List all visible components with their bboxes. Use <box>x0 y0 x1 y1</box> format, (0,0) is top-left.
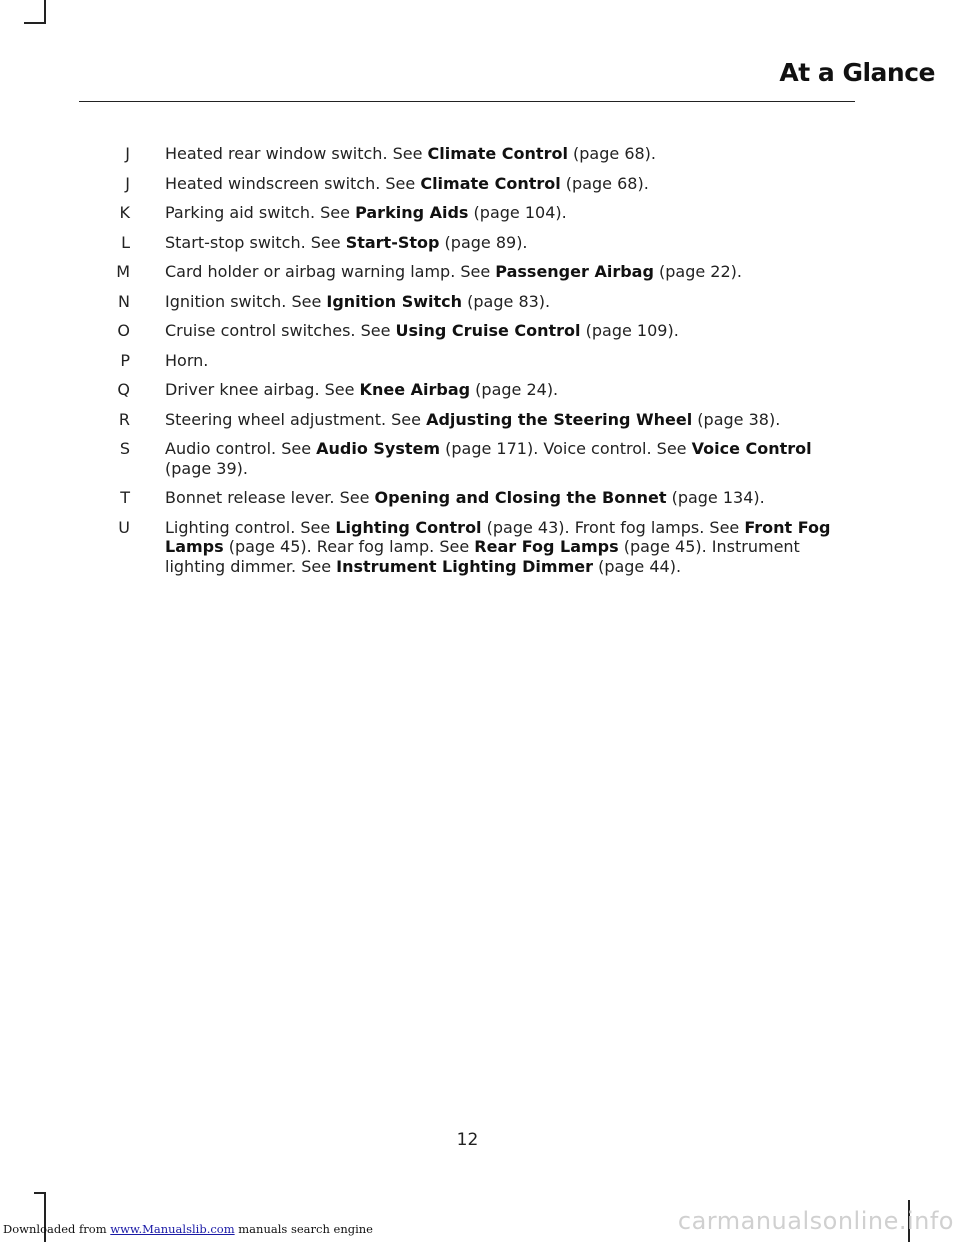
item-key: T <box>120 488 130 507</box>
list-item <box>0 144 960 164</box>
item-text-segment: (page 45). Instrument lighting dimmer. See <box>165 537 800 576</box>
list-item <box>0 518 960 577</box>
list-item <box>0 233 960 253</box>
item-text <box>165 439 850 478</box>
item-key: L <box>121 232 130 252</box>
cross-reference: Lighting Control <box>335 517 482 537</box>
item-text <box>165 292 850 312</box>
item-text-segment: Bonnet release lever. See <box>165 488 375 507</box>
item-key: R <box>118 409 130 429</box>
item-key: M <box>116 262 130 281</box>
item-text-segment: (page 134). <box>666 488 765 507</box>
item-text-segment: Heated windscreen switch. See <box>165 173 421 193</box>
item-key: U <box>118 517 130 537</box>
item-text-segment: (page 24). <box>470 380 559 399</box>
item-text <box>165 351 850 371</box>
list-item <box>0 262 960 282</box>
item-text-segment: (page 83). <box>462 291 551 311</box>
item-text <box>165 410 850 430</box>
item-text-segment: (page 109). <box>580 321 679 340</box>
item-text <box>165 380 850 400</box>
item-text-segment: Parking aid switch. See <box>165 203 356 222</box>
item-text-segment: Start-stop switch. See <box>165 232 346 252</box>
page-title: At a Glance <box>779 58 935 87</box>
item-text-segment: Lighting control. See <box>165 517 336 537</box>
item-text-segment: (page 89). <box>439 232 528 252</box>
page-number: 12 <box>456 1130 479 1150</box>
list-item <box>0 292 960 312</box>
cross-reference: Using Cruise Control <box>395 321 581 340</box>
footer-prefix: Downloaded from <box>3 1222 111 1236</box>
item-text-segment: (page 43). Front fog lamps. See <box>481 517 745 537</box>
watermark: carmanualsonline.info <box>677 1207 954 1235</box>
cross-reference: Knee Airbag <box>359 380 471 399</box>
item-text-segment: Cruise control switches. See <box>165 321 396 340</box>
crop-mark-bottom-left-h <box>34 1192 46 1194</box>
cross-reference: Start-Stop <box>345 232 440 252</box>
list-item <box>0 488 960 508</box>
list-item <box>0 321 960 341</box>
list-item <box>0 439 960 478</box>
item-text-segment: Horn. <box>165 350 209 370</box>
item-text-segment: Driver knee airbag. See <box>165 380 360 399</box>
item-text-segment: Card holder or airbag warning lamp. See <box>165 262 496 281</box>
cross-reference: Rear Fog Lamps <box>474 537 619 556</box>
item-text-segment: (page 39). <box>165 458 248 478</box>
item-text-segment: (page 68). <box>560 173 649 193</box>
item-text-segment: (page 38). <box>692 409 781 429</box>
cross-reference: Passenger Airbag <box>495 262 654 281</box>
crop-mark-top-left-h <box>24 22 46 24</box>
download-footer <box>3 1222 373 1236</box>
cross-reference: Climate Control <box>420 173 561 193</box>
item-key: S <box>119 439 130 458</box>
item-key: J <box>125 173 130 193</box>
header-rule <box>79 101 855 102</box>
manualslib-link[interactable]: www.Manualslib.com <box>110 1222 235 1236</box>
cross-reference: Ignition Switch <box>326 291 463 311</box>
footer-suffix: manuals search engine <box>234 1222 373 1236</box>
cross-reference: Voice Control <box>691 439 812 458</box>
item-text-segment: (page 45). Rear fog lamp. See <box>223 537 475 556</box>
item-text <box>165 488 850 508</box>
cross-reference: Adjusting the Steering Wheel <box>426 409 693 429</box>
item-text-segment: Audio control. See <box>165 439 317 458</box>
item-key: J <box>125 144 130 163</box>
cross-reference: Instrument Lighting Dimmer <box>336 556 593 576</box>
list-item <box>0 174 960 194</box>
item-key: K <box>119 203 130 222</box>
item-key: N <box>118 291 130 311</box>
item-text-segment: (page 44). <box>592 556 682 576</box>
item-text <box>165 262 850 282</box>
entry-list <box>0 144 960 586</box>
item-text-segment: (page 104). <box>468 203 567 222</box>
item-text <box>165 321 850 341</box>
item-text-segment: (page 22). <box>653 262 742 281</box>
item-key: Q <box>117 380 130 399</box>
item-text-segment: Steering wheel adjustment. See <box>165 409 427 429</box>
item-text <box>165 518 850 577</box>
list-item <box>0 351 960 371</box>
item-text <box>165 174 850 194</box>
cross-reference: Parking Aids <box>355 203 469 222</box>
crop-mark-top-left-v <box>44 0 46 22</box>
cross-reference: Climate Control <box>427 144 568 163</box>
item-text-segment: Ignition switch. See <box>165 291 327 311</box>
item-text-segment: Heated rear window switch. See <box>165 144 428 163</box>
item-text-segment: (page 68). <box>567 144 656 163</box>
item-text-segment: (page 171). Voice control. See <box>440 439 692 458</box>
cross-reference: Audio System <box>316 439 441 458</box>
item-text <box>165 233 850 253</box>
list-item <box>0 380 960 400</box>
list-item <box>0 410 960 430</box>
item-text <box>165 144 850 164</box>
item-key: O <box>117 321 130 340</box>
list-item <box>0 203 960 223</box>
item-key: P <box>120 350 130 370</box>
cross-reference: Front Fog Lamps <box>165 517 831 556</box>
item-text <box>165 203 850 223</box>
cross-reference: Opening and Closing the Bonnet <box>374 488 667 507</box>
